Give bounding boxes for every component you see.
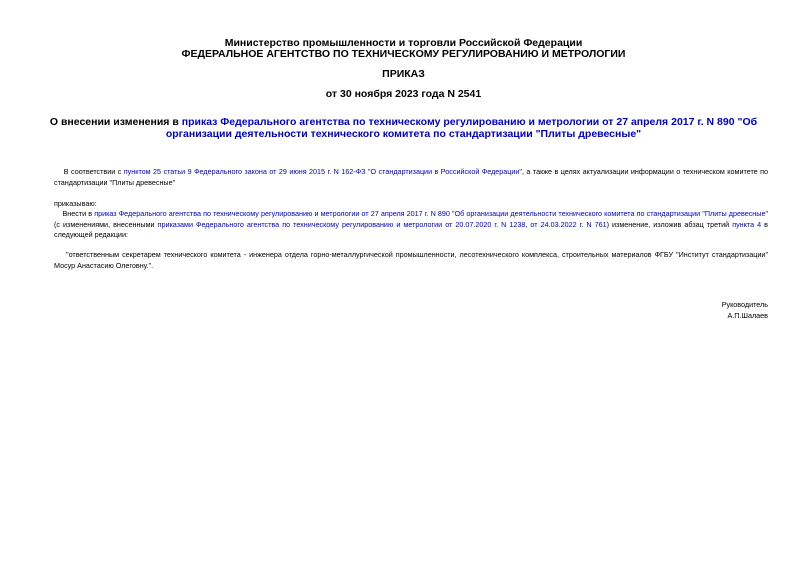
federal-law-link[interactable]: пунктом 25 статьи 9 Федерального закона от 29 июня 2015 г. N 162-ФЗ "О стандартизации в Российской Федерации" [123,167,522,176]
ministry-name: Министерство промышленности и торговли Российской Федерации [224,37,583,49]
order-890-link[interactable]: приказ Федерального агентства по техническому регулированию и метрологии от 27 апреля 2017 г. N 890 "Об организации деятельности технического комитета по стандартизации "Плиты древесные" [94,209,768,218]
paragraph-amendment [54,209,768,241]
doc-title [36,116,771,140]
paragraph-new-wording [54,250,768,271]
p1-text-a: В соответствии с [63,167,124,176]
clause-4-link[interactable]: пункта 4 [732,219,762,229]
doc-type: ПРИКАЗ [382,68,425,80]
p3-text-a: Внести в [62,209,95,218]
p3-text-d: в следующей редакции: [54,219,768,239]
signatory-name: А.П.Шалаев [727,310,768,320]
p3-text-b: (с изменениями, внесенными [54,219,158,229]
p1-text-b: , а также в целях актуализации информации о техническом комитете по стандартизации "Плиты древесные" [54,167,768,187]
signatory-position: Руководитель [721,300,768,309]
paragraph-order-word: приказываю: [54,199,97,208]
p3-text-c: ) изменение, изложив абзац третий [606,219,733,229]
agency-name: ФЕДЕРАЛЬНОЕ АГЕНТСТВО ПО ТЕХНИЧЕСКОМУ РЕГУЛИРОВАНИЮ И МЕТРОЛОГИИ [181,48,626,60]
signature-block [722,300,768,321]
paragraph-basis [54,167,768,188]
title-order-link[interactable]: приказ Федерального агентства по техническому регулированию и метрологии от 27 апреля 2017 г. N 890 "Об организации деятельности технического комитета по стандартизации "Плиты древесные" [165,116,758,140]
p4-text: "ответственным секретарем технического комитета - инженера отдела горно-металлургической промышленности, лесотехнического комплекса, строительных материалов ФГБУ "Институт стандартизации" Мосур Анастасию Олеговну.". [54,250,768,270]
amending-orders-link[interactable]: приказами Федерального агентства по техническому регулированию и метрологии от 20.07.2020 г. N 1238, от 24.03.2022 г. N 761 [157,219,607,229]
title-prefix: О внесении изменения в [49,116,182,128]
doc-date-number: от 30 ноября 2023 года N 2541 [325,88,482,100]
